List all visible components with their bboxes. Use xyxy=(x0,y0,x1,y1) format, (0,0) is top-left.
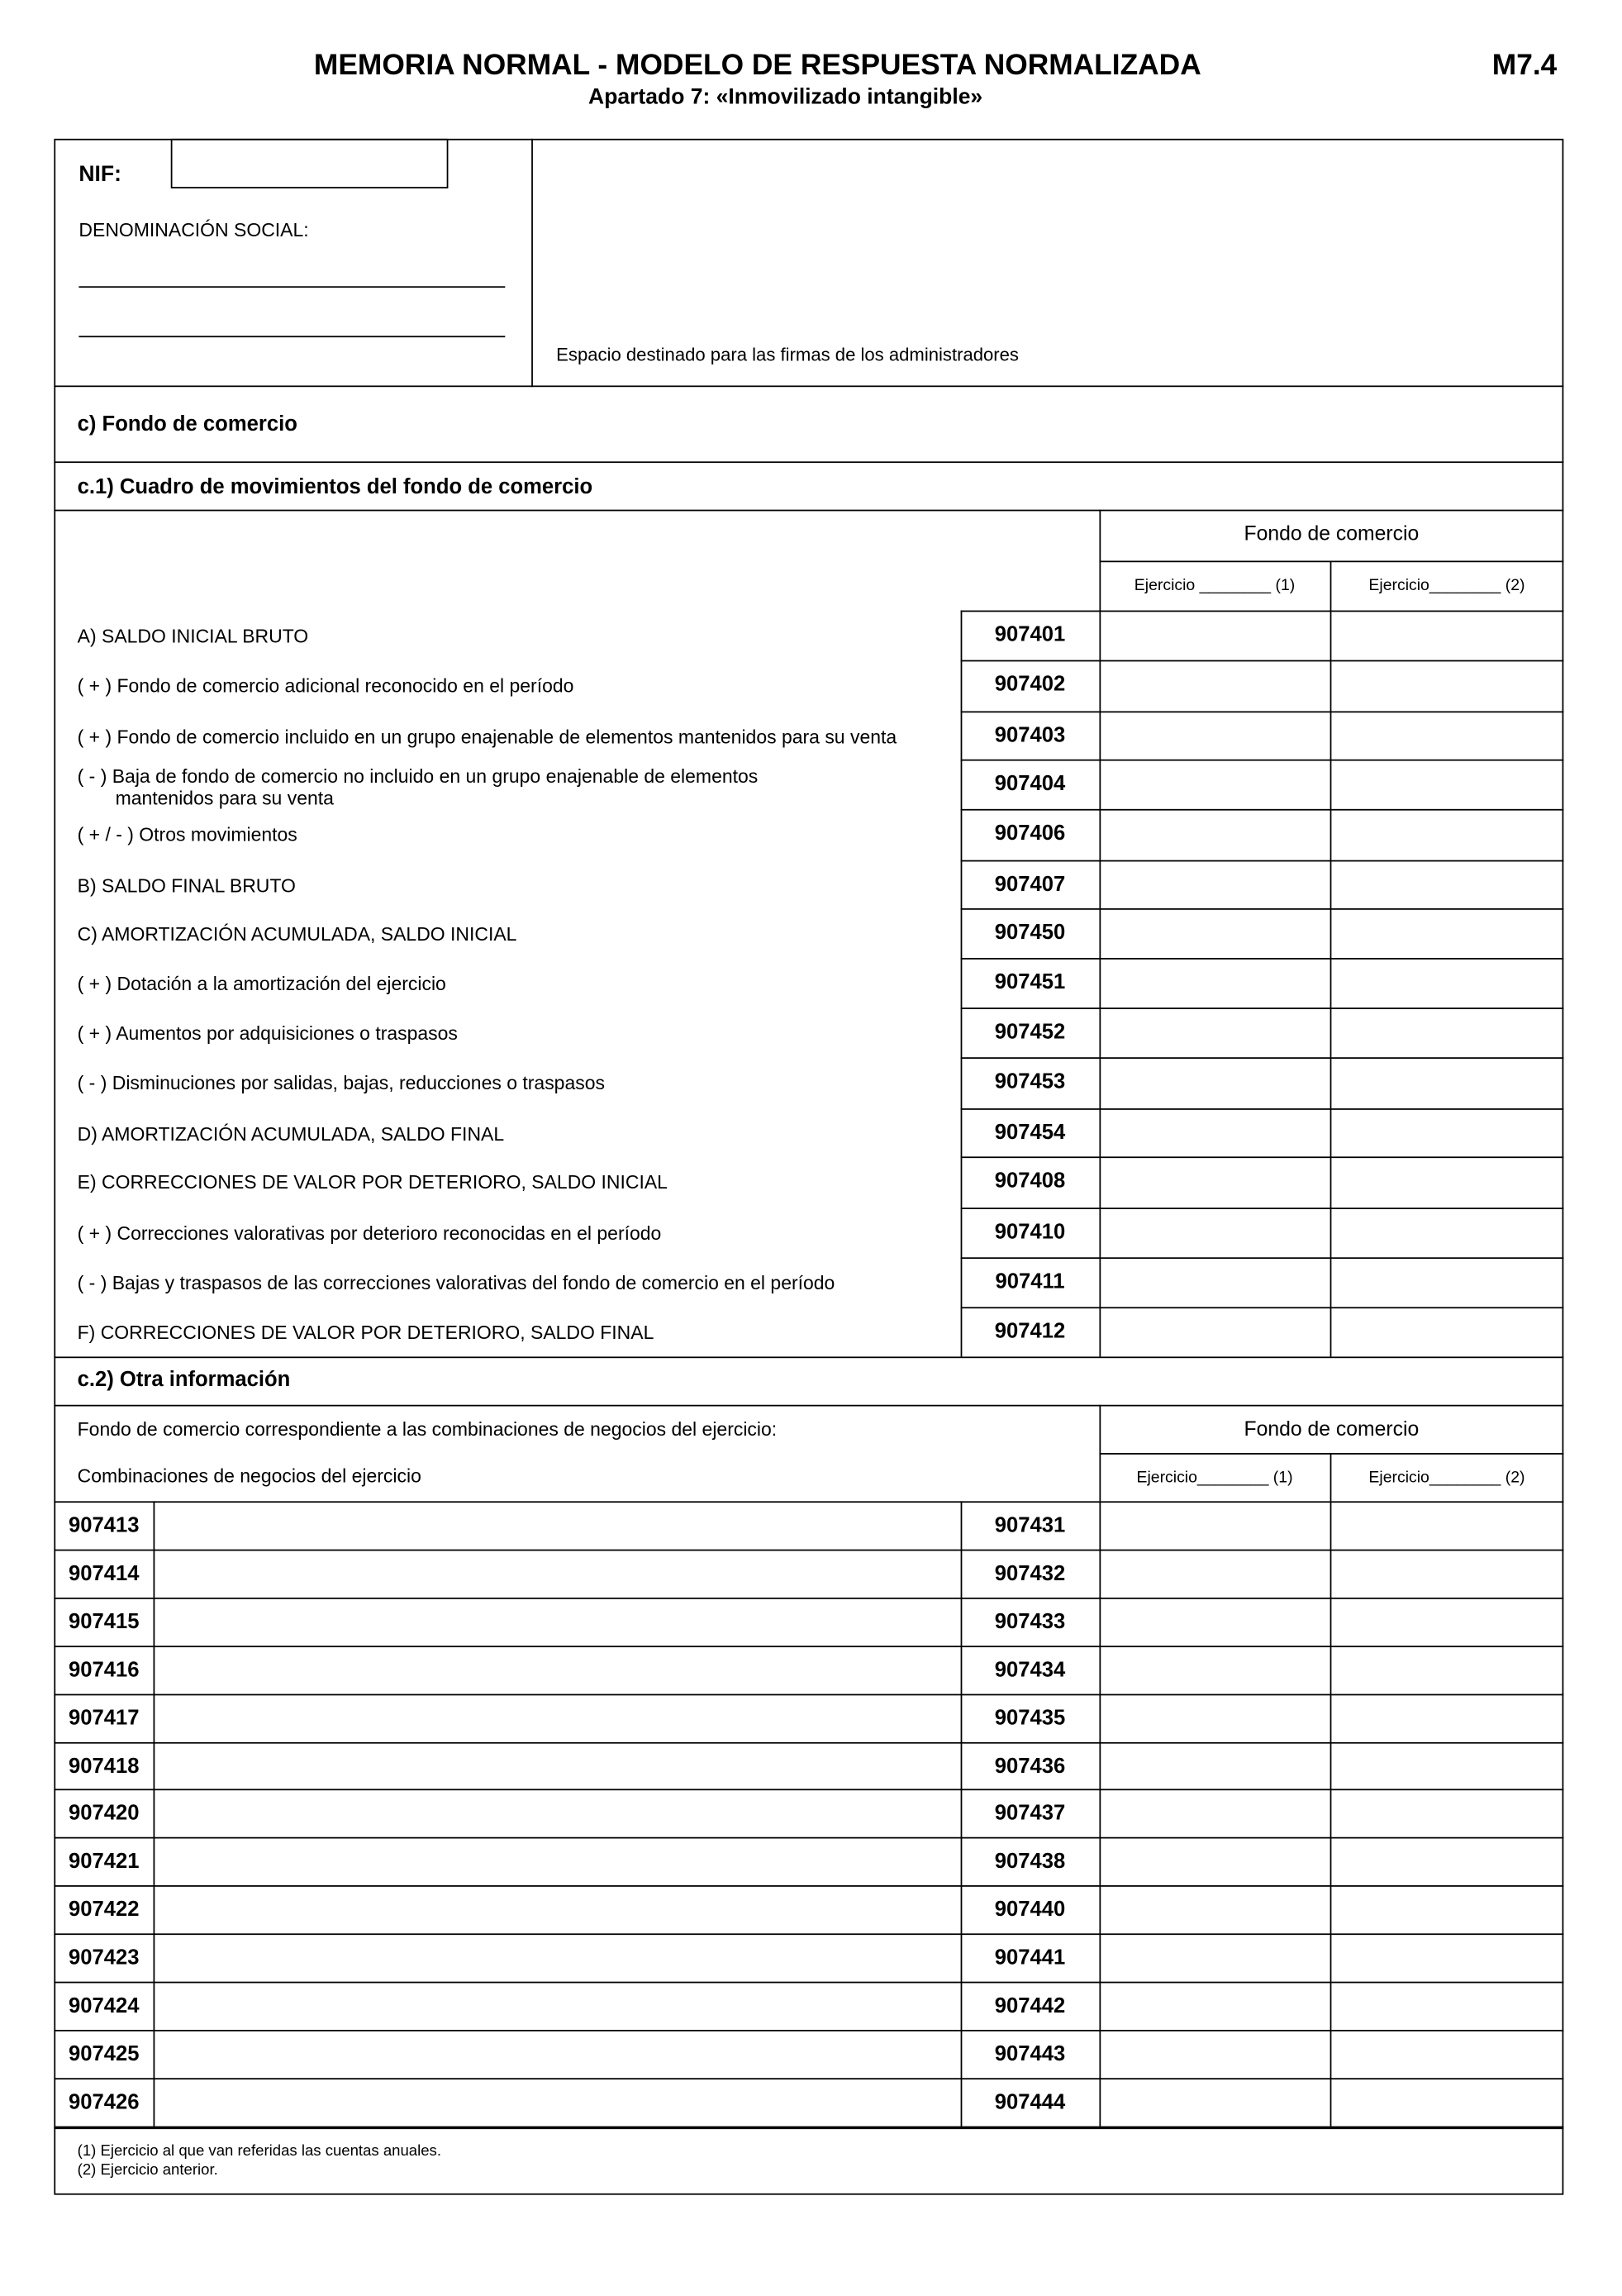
row-code: 907453 xyxy=(994,1070,1066,1094)
combo-value-code: 907441 xyxy=(994,1946,1066,1970)
row-code: 907452 xyxy=(994,1021,1066,1045)
row-code: 907412 xyxy=(994,1320,1066,1344)
combo-value-code: 907432 xyxy=(994,1562,1066,1586)
current-year-input[interactable] xyxy=(1101,1887,1329,1932)
c1-col2-header: Ejercicio________ (2) xyxy=(1368,576,1525,595)
divider xyxy=(54,1356,1563,1358)
nif-input[interactable] xyxy=(171,139,449,188)
prior-year-input[interactable] xyxy=(1331,1599,1562,1645)
combo-description-input[interactable] xyxy=(155,1839,959,1884)
combo-description-input[interactable] xyxy=(155,1503,959,1548)
combo-description-input[interactable] xyxy=(155,1887,959,1932)
combo-description-input[interactable] xyxy=(155,1790,959,1836)
current-year-input[interactable] xyxy=(1101,1790,1329,1836)
divider xyxy=(54,1405,1563,1407)
prior-year-input[interactable] xyxy=(1331,1839,1562,1884)
combo-code: 907426 xyxy=(69,2091,140,2115)
row-label: ( + ) Fondo de comercio adicional reconocido en el período xyxy=(77,674,574,697)
nif-label: NIF: xyxy=(78,162,121,188)
prior-year-input[interactable] xyxy=(1331,1259,1562,1306)
prior-year-input[interactable] xyxy=(1331,960,1562,1007)
row-label: ( + / - ) Otros movimientos xyxy=(77,823,297,846)
prior-year-input[interactable] xyxy=(1331,1009,1562,1056)
combo-description-input[interactable] xyxy=(155,1744,959,1789)
prior-year-input[interactable] xyxy=(1331,661,1562,709)
combo-description-input[interactable] xyxy=(155,1599,959,1645)
combo-value-code: 907434 xyxy=(994,1659,1066,1683)
combo-code: 907416 xyxy=(69,1659,140,1683)
row-label: D) AMORTIZACIÓN ACUMULADA, SALDO FINAL xyxy=(77,1122,505,1146)
current-year-input[interactable] xyxy=(1101,1647,1329,1693)
current-year-input[interactable] xyxy=(1101,761,1329,808)
current-year-input[interactable] xyxy=(1101,1935,1329,1980)
current-year-input[interactable] xyxy=(1101,1599,1329,1645)
row-label: E) CORRECCIONES DE VALOR POR DETERIORO, SALDO INICIAL xyxy=(77,1171,668,1193)
row-label: ( + ) Dotación a la amortización del ejercicio xyxy=(77,972,446,995)
row-label-continued: mantenidos para su venta xyxy=(115,787,334,809)
c2-col-group: Fondo de comercio xyxy=(1244,1416,1420,1441)
row-code: 907410 xyxy=(994,1221,1066,1245)
current-year-input[interactable] xyxy=(1101,1259,1329,1306)
row-code: 907454 xyxy=(994,1121,1066,1146)
c2-sub: Combinaciones de negocios del ejercicio xyxy=(77,1465,421,1487)
model-code: M7.4 xyxy=(1491,50,1558,82)
row-label: C) AMORTIZACIÓN ACUMULADA, SALDO INICIAL xyxy=(77,922,517,946)
combo-value-code: 907433 xyxy=(994,1610,1066,1635)
current-year-input[interactable] xyxy=(1101,1744,1329,1789)
c2-col1-header: Ejercicio________ (1) xyxy=(1136,1469,1293,1487)
section-c2-title: c.2) Otra información xyxy=(77,1368,291,1392)
row-code: 907403 xyxy=(994,724,1066,748)
combo-description-input[interactable] xyxy=(155,1695,959,1741)
prior-year-input[interactable] xyxy=(1331,1790,1562,1836)
column-line xyxy=(961,611,963,1357)
firmas-label: Espacio destinado para las firmas de los administradores xyxy=(556,344,1019,365)
prior-year-input[interactable] xyxy=(1331,910,1562,957)
divider xyxy=(54,510,1563,512)
prior-year-input[interactable] xyxy=(1331,1059,1562,1107)
row-label: F) CORRECCIONES DE VALOR POR DETERIORO, SALDO FINAL xyxy=(77,1322,654,1344)
id-divider xyxy=(531,139,533,387)
denominacion-line-2[interactable] xyxy=(78,336,505,337)
prior-year-input[interactable] xyxy=(1331,1158,1562,1206)
current-year-input[interactable] xyxy=(1101,1551,1329,1596)
combo-description-input[interactable] xyxy=(155,2079,959,2125)
combo-value-code: 907436 xyxy=(994,1755,1066,1779)
current-year-input[interactable] xyxy=(1101,1308,1329,1355)
current-year-input[interactable] xyxy=(1101,661,1329,709)
row-label: B) SALDO FINAL BRUTO xyxy=(77,874,296,897)
current-year-input[interactable] xyxy=(1101,1983,1329,2028)
c1-col-group: Fondo de comercio xyxy=(1244,521,1420,545)
combo-code: 907415 xyxy=(69,1610,140,1635)
combo-description-input[interactable] xyxy=(155,1983,959,2028)
combo-value-code: 907435 xyxy=(994,1707,1066,1731)
column-line xyxy=(961,1501,963,2126)
combo-value-code: 907442 xyxy=(994,1994,1066,2018)
column-line xyxy=(154,1501,155,2126)
row-code: 907401 xyxy=(994,623,1066,647)
row-code: 907450 xyxy=(994,921,1066,946)
combo-value-code: 907438 xyxy=(994,1850,1066,1874)
prior-year-input[interactable] xyxy=(1331,612,1562,659)
row-code: 907451 xyxy=(994,970,1066,995)
current-year-input[interactable] xyxy=(1101,1695,1329,1741)
prior-year-input[interactable] xyxy=(1331,761,1562,808)
combo-description-input[interactable] xyxy=(155,2032,959,2077)
row-label: ( - ) Disminuciones por salidas, bajas, reducciones o traspasos xyxy=(77,1071,605,1094)
prior-year-input[interactable] xyxy=(1331,811,1562,859)
combo-description-input[interactable] xyxy=(155,1551,959,1596)
combo-code: 907420 xyxy=(69,1802,140,1826)
row-label: ( + ) Aumentos por adquisiciones o traspasos xyxy=(77,1022,458,1045)
divider xyxy=(54,2127,1563,2130)
divider xyxy=(54,385,1563,387)
combo-code: 907425 xyxy=(69,2042,140,2067)
current-year-input[interactable] xyxy=(1101,2079,1329,2125)
section-c-title: c) Fondo de comercio xyxy=(77,413,297,437)
prior-year-input[interactable] xyxy=(1331,2079,1562,2125)
prior-year-input[interactable] xyxy=(1331,1551,1562,1596)
prior-year-input[interactable] xyxy=(1331,2032,1562,2077)
column-line xyxy=(1330,611,1332,1357)
combo-code: 907423 xyxy=(69,1946,140,1970)
prior-year-input[interactable] xyxy=(1331,1503,1562,1548)
row-code: 907404 xyxy=(994,772,1066,796)
current-year-input[interactable] xyxy=(1101,811,1329,859)
combo-code: 907421 xyxy=(69,1850,140,1874)
combo-code: 907413 xyxy=(69,1514,140,1538)
current-year-input[interactable] xyxy=(1101,1209,1329,1256)
current-year-input[interactable] xyxy=(1101,2032,1329,2077)
form-subtitle: Apartado 7: «Inmovilizado intangible» xyxy=(588,84,983,110)
current-year-input[interactable] xyxy=(1101,1110,1329,1155)
row-code: 907411 xyxy=(995,1270,1065,1294)
row-label: ( - ) Bajas y traspasos de las correcciones valorativas del fondo de comercio en el período xyxy=(77,1271,835,1294)
combo-value-code: 907437 xyxy=(994,1802,1066,1826)
current-year-input[interactable] xyxy=(1101,1839,1329,1884)
current-year-input[interactable] xyxy=(1101,1158,1329,1206)
prior-year-input[interactable] xyxy=(1331,861,1562,907)
row-code: 907407 xyxy=(994,873,1066,897)
footnote-1: (1) Ejercicio al que van referidas las cuentas anuales. xyxy=(77,2142,441,2160)
column-line xyxy=(1099,1501,1101,2126)
current-year-input[interactable] xyxy=(1101,1009,1329,1056)
prior-year-input[interactable] xyxy=(1331,1887,1562,1932)
current-year-input[interactable] xyxy=(1101,712,1329,758)
column-line xyxy=(1330,1501,1332,2126)
row-code: 907408 xyxy=(994,1169,1066,1193)
current-year-input[interactable] xyxy=(1101,960,1329,1007)
divider xyxy=(54,461,1563,463)
prior-year-input[interactable] xyxy=(1331,1209,1562,1256)
combo-description-input[interactable] xyxy=(155,1647,959,1693)
combo-code: 907414 xyxy=(69,1562,140,1586)
combo-value-code: 907440 xyxy=(994,1898,1066,1922)
form-title: MEMORIA NORMAL - MODELO DE RESPUESTA NORMALIZADA xyxy=(313,50,1201,82)
combo-value-code: 907431 xyxy=(994,1514,1066,1538)
denominacion-label: DENOMINACIÓN SOCIAL: xyxy=(78,219,309,241)
column-line xyxy=(1099,611,1101,1357)
combo-code: 907424 xyxy=(69,1994,140,2018)
c1-col1-header: Ejercicio ________ (1) xyxy=(1134,576,1296,595)
c2-col2-header: Ejercicio________ (2) xyxy=(1368,1469,1525,1487)
combo-code: 907417 xyxy=(69,1707,140,1731)
prior-year-input[interactable] xyxy=(1331,1744,1562,1789)
prior-year-input[interactable] xyxy=(1331,1308,1562,1355)
row-label: ( - ) Baja de fondo de comercio no incluido en un grupo enajenable de elementos xyxy=(77,765,759,788)
footnote-2: (2) Ejercicio anterior. xyxy=(77,2160,218,2179)
prior-year-input[interactable] xyxy=(1331,1695,1562,1741)
combo-code: 907418 xyxy=(69,1755,140,1779)
combo-value-code: 907444 xyxy=(994,2091,1066,2115)
c2-intro: Fondo de comercio correspondiente a las combinaciones de negocios del ejercicio: xyxy=(77,1417,778,1441)
current-year-input[interactable] xyxy=(1101,612,1329,659)
combo-code: 907422 xyxy=(69,1898,140,1922)
prior-year-input[interactable] xyxy=(1331,1110,1562,1155)
current-year-input[interactable] xyxy=(1101,1503,1329,1548)
denominacion-line-1[interactable] xyxy=(78,286,505,288)
combo-description-input[interactable] xyxy=(155,1935,959,1980)
prior-year-input[interactable] xyxy=(1331,1647,1562,1693)
row-code: 907402 xyxy=(994,673,1066,697)
prior-year-input[interactable] xyxy=(1331,712,1562,758)
current-year-input[interactable] xyxy=(1101,861,1329,907)
prior-year-input[interactable] xyxy=(1331,1983,1562,2028)
prior-year-input[interactable] xyxy=(1331,1935,1562,1980)
row-label: ( + ) Correcciones valorativas por deterioro reconocidas en el período xyxy=(77,1222,662,1245)
section-c1-title: c.1) Cuadro de movimientos del fondo de comercio xyxy=(77,476,593,500)
row-label: A) SALDO INICIAL BRUTO xyxy=(77,625,309,647)
current-year-input[interactable] xyxy=(1101,1059,1329,1107)
combo-value-code: 907443 xyxy=(994,2042,1066,2067)
row-code: 907406 xyxy=(994,822,1066,846)
current-year-input[interactable] xyxy=(1101,910,1329,957)
row-label: ( + ) Fondo de comercio incluido en un grupo enajenable de elementos mantenidos para su venta xyxy=(77,726,897,748)
